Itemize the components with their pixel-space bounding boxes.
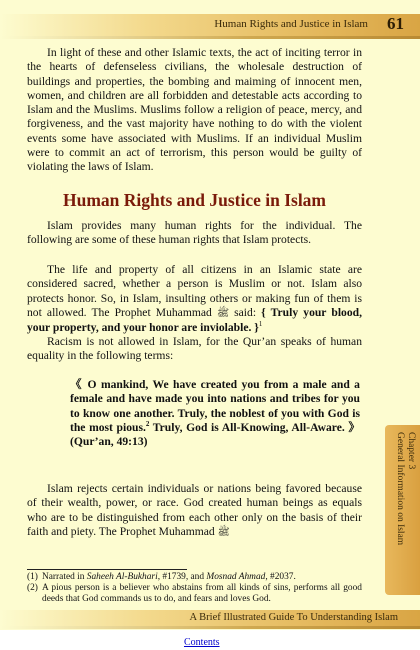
hadith-quote: Truly your blood, your property, and your honor are inviolable. bbox=[27, 305, 362, 335]
footnote-source: Saheeh Al-Bukhari bbox=[86, 572, 158, 582]
footnote-source: Mosnad Ahmad bbox=[206, 572, 266, 582]
hadith-close-bracket: } bbox=[254, 321, 259, 335]
paragraph-rights-intro-block bbox=[27, 219, 362, 248]
footnote-text-part: , #1739, and bbox=[157, 572, 207, 582]
quote-text-part-1: O mankind, We have created you from a male and a female and have made you into nations and tribes for you to know one another. Truly, the noblest of you with God is the most pious. bbox=[70, 378, 360, 434]
running-header-title: Human Rights and Justice in Islam bbox=[214, 18, 368, 30]
paragraph-life-property-text: The life and property of all citizens in an Islamic state are considered sacred, whether a person is Muslim or not. Islam also protects honor. So, in Islam, insulting others or making fun of them is not allowed. The Prophet Muhammad bbox=[27, 263, 362, 319]
quran-quote bbox=[70, 378, 360, 449]
footnote-text bbox=[42, 572, 362, 583]
intro-paragraph-block bbox=[27, 46, 362, 175]
peace-be-upon-him-mark: ﷺ bbox=[216, 307, 230, 319]
page-number: 61 bbox=[387, 14, 404, 33]
chapter-title: General Information on Islam bbox=[395, 432, 405, 546]
footnote-text-part: Narrated in bbox=[42, 572, 87, 582]
footnote-number: (1) bbox=[27, 572, 38, 582]
quote-text-part-2: Truly, God is All-Knowing, All-Aware. bbox=[149, 420, 349, 434]
paragraph-life-property bbox=[27, 263, 362, 335]
quote-open-bracket: 《 bbox=[70, 378, 84, 391]
hadith-open-bracket: { bbox=[261, 305, 266, 319]
footnote-2 bbox=[27, 583, 362, 605]
quote-reference: (Qur’an, 49:13) bbox=[70, 435, 148, 449]
quote-close-bracket: 》 bbox=[348, 420, 361, 434]
footnote-ref-2: 2 bbox=[145, 420, 150, 429]
header-bar-shadow bbox=[0, 36, 420, 39]
running-footer-title: A Brief Illustrated Guide To Understanding Islam bbox=[189, 612, 398, 623]
said-text: said: bbox=[229, 305, 262, 319]
footnote-number: (2) bbox=[27, 583, 38, 594]
paragraph-life-property-block bbox=[27, 263, 362, 335]
contents-link[interactable]: Contents bbox=[184, 637, 220, 648]
peace-be-upon-him-mark: ﷺ bbox=[217, 526, 230, 538]
paragraph-equality-text: Islam rejects certain individuals or nations being favored because of their wealth, power, or race. God created human beings as equals who are to be distinguished from each other only on the basis of their faith and piety. The Prophet Muhammad bbox=[27, 482, 362, 538]
paragraph-rights-intro: Islam provides many human rights for the individual. The following are some of these human rights that Islam protects. bbox=[27, 219, 362, 247]
paragraph-equality bbox=[27, 482, 362, 540]
section-heading: Human Rights and Justice in Islam bbox=[62, 190, 327, 210]
footer-bar-shadow bbox=[0, 626, 420, 629]
paragraph-racism-block bbox=[27, 335, 362, 364]
footnotes bbox=[27, 572, 362, 606]
paragraph-racism: Racism is not allowed in Islam, for the Qur’an speaks of human equality in the following terms: bbox=[27, 335, 362, 363]
paragraph-equality-block bbox=[27, 482, 362, 540]
chapter-number: Chapter 3 bbox=[406, 432, 416, 470]
intro-paragraph: In light of these and other Islamic texts, the act of inciting terror in the hearts of defenseless civilians, the wholesale destruction of buildings and properties, the bombing and maiming of innocent men, women, and children are all forbidden and detestable acts according to Islam and the Muslims. Muslims follow a religion of peace, mercy, and forgiveness, and the vast majority have nothing to do with the violent events some have associated with Muslims. If an individual Muslim were to commit an act of terrorism, this person would be guilty of violating the laws of Islam. bbox=[27, 46, 362, 174]
footnote-text: A pious person is a believer who abstains from all kinds of sins, performs all good deeds that God commands us to do, and fears and loves God. bbox=[42, 583, 362, 605]
footnote-ref-1: 1 bbox=[258, 320, 263, 329]
footnote-text-part: , #2037. bbox=[265, 572, 296, 582]
chapter-side-tab-text bbox=[390, 432, 416, 588]
footnote-1 bbox=[27, 572, 362, 583]
footnote-divider bbox=[27, 569, 187, 570]
